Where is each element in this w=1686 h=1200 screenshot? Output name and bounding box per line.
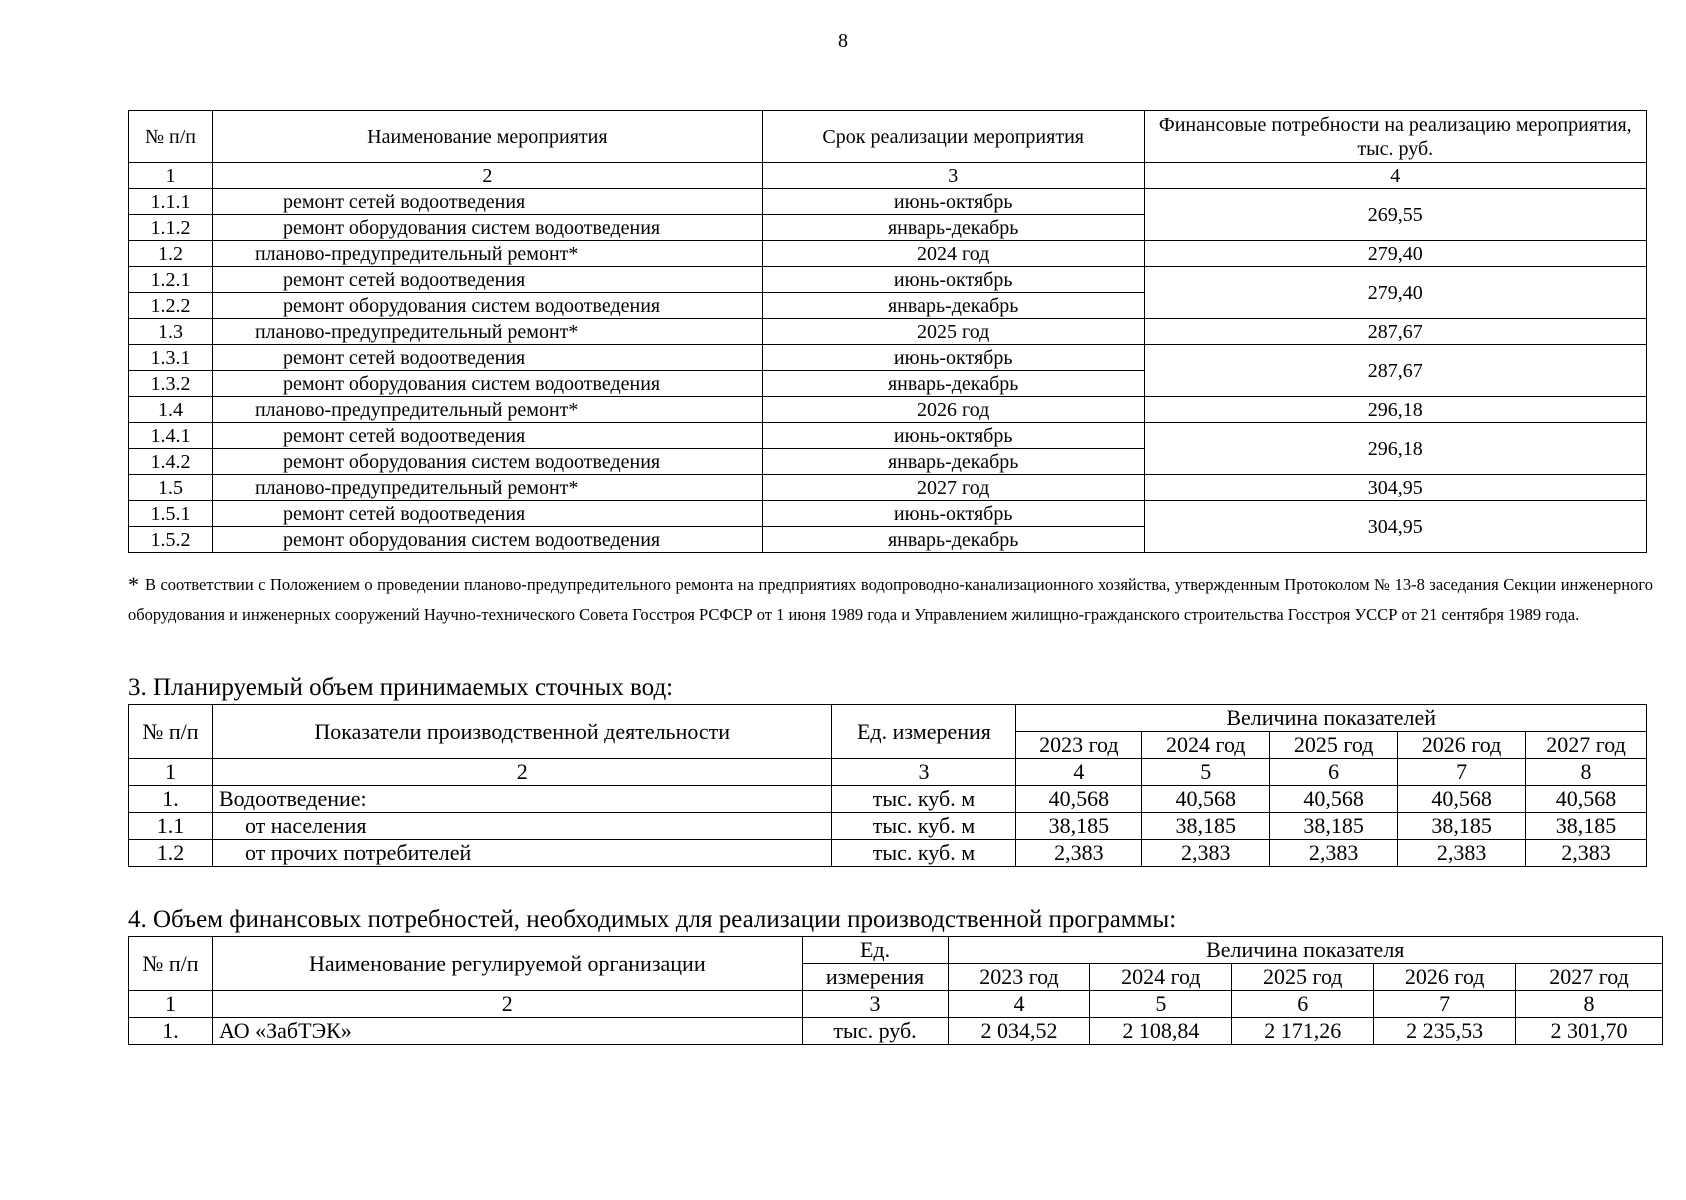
row-value: 2,383 [1398,840,1526,867]
year-cell: 2026 год [1374,964,1516,991]
row-unit: тыс. куб. м [832,813,1016,840]
row-value: 269,55 [1144,189,1646,241]
row-num: 1. [129,786,213,813]
table-row [129,813,1647,840]
row-term: январь-декабрь [762,293,1144,319]
table-row [129,267,1647,293]
footnote-star: * [128,572,139,597]
row-value: 38,185 [1526,813,1647,840]
page-number: 8 [838,30,848,52]
header-values: Величина показателей [1016,705,1647,732]
row-term: январь-декабрь [762,527,1144,553]
col-number: 3 [762,163,1144,189]
row-unit: тыс. куб. м [832,840,1016,867]
col-number: 6 [1270,759,1398,786]
row-name: планово-предупредительный ремонт* [212,475,762,501]
row-num: 1.2 [129,840,213,867]
year-cell: 2024 год [1090,964,1232,991]
row-num: 1.2.1 [129,267,213,293]
row-name: ремонт сетей водоотведения [212,345,762,371]
header-term: Срок реализации мероприятия [762,111,1144,163]
table-row [129,189,1647,215]
row-value: 40,568 [1142,786,1270,813]
row-name: АО «ЗабТЭК» [212,1018,802,1045]
row-name: ремонт оборудования систем водоотведения [212,215,762,241]
column-number-row [129,163,1647,189]
table-row [129,319,1647,345]
col-number: 8 [1516,991,1663,1018]
col-number: 2 [212,991,802,1018]
table-row [129,423,1647,449]
row-value: 40,568 [1270,786,1398,813]
header-finance: Финансовые потребности на реализацию мероприятия, тыс. руб. [1144,111,1646,163]
row-value: 2,383 [1142,840,1270,867]
table-row [129,501,1647,527]
row-name: ремонт сетей водоотведения [212,267,762,293]
row-name: планово-предупредительный ремонт* [212,241,762,267]
row-term: январь-декабрь [762,215,1144,241]
row-name: Водоотведение: [212,786,832,813]
row-value: 40,568 [1526,786,1647,813]
table-header-row [129,937,1663,964]
table-row [129,397,1647,423]
header-unit-line1: Ед. [802,937,948,964]
header-num: № п/п [129,705,213,759]
col-number: 1 [129,163,213,189]
section3-title: 3. Планируемый объем принимаемых сточных вод: [128,674,674,701]
year-cell: 2027 год [1516,964,1663,991]
header-unit: Ед. измерения [832,705,1016,759]
row-value: 38,185 [1270,813,1398,840]
row-value: 296,18 [1144,397,1646,423]
row-num: 1.1.1 [129,189,213,215]
year-cell: 2025 год [1270,732,1398,759]
row-num: 1.3 [129,319,213,345]
row-term: 2027 год [762,475,1144,501]
header-values: Величина показателя [948,937,1662,964]
row-term: июнь-октябрь [762,501,1144,527]
col-number: 7 [1398,759,1526,786]
row-num: 1.4.2 [129,449,213,475]
row-num: 1.3.1 [129,345,213,371]
header-num: № п/п [129,111,213,163]
column-number-row [129,991,1663,1018]
header-num: № п/п [129,937,213,991]
table-header-row [129,111,1647,163]
table-row [129,786,1647,813]
row-term: 2026 год [762,397,1144,423]
year-cell: 2024 год [1142,732,1270,759]
table-row [129,241,1647,267]
row-name: планово-предупредительный ремонт* [212,319,762,345]
row-name: ремонт сетей водоотведения [212,189,762,215]
measures-table [128,110,1647,553]
table-row [129,1018,1663,1045]
row-value: 2 301,70 [1516,1018,1663,1045]
row-num: 1.4 [129,397,213,423]
footnote [128,568,1653,628]
footnote-text: В соответствии с Положением о проведении планово-предупредительного ремонта на предприятиях водопроводно-канализационного хозяйства, утвержденным Протоколом № 13-8 заседания Секции инженерного оборудования и инженерных сооружений Научно-технического Совета Госстроя РСФСР от 1 июня 1989 года и Управлением жилищно-гражданского строительства Госстроя УССР от 21 сентября 1989 года. [128,575,1653,625]
row-name: ремонт оборудования систем водоотведения [212,293,762,319]
row-name: ремонт оборудования систем водоотведения [212,371,762,397]
row-term: январь-декабрь [762,449,1144,475]
col-number: 1 [129,759,213,786]
row-unit: тыс. куб. м [832,786,1016,813]
row-value: 2,383 [1016,840,1142,867]
row-value: 40,568 [1398,786,1526,813]
row-value: 38,185 [1016,813,1142,840]
row-num: 1.1.2 [129,215,213,241]
col-number: 8 [1526,759,1647,786]
year-cell: 2023 год [948,964,1090,991]
col-number: 2 [212,163,762,189]
column-number-row [129,759,1647,786]
row-name: ремонт сетей водоотведения [212,423,762,449]
row-num: 1.1 [129,813,213,840]
table-header-row [129,705,1647,732]
col-number: 5 [1090,991,1232,1018]
wastewater-volume-table [128,704,1647,867]
year-cell: 2025 год [1232,964,1374,991]
table-row [129,345,1647,371]
row-num: 1.2 [129,241,213,267]
row-value: 38,185 [1142,813,1270,840]
table-row [129,475,1647,501]
col-number: 3 [832,759,1016,786]
row-num: 1.3.2 [129,371,213,397]
row-name: ремонт оборудования систем водоотведения [212,527,762,553]
row-name: ремонт сетей водоотведения [212,501,762,527]
row-term: июнь-октябрь [762,267,1144,293]
row-value: 40,568 [1016,786,1142,813]
col-number: 5 [1142,759,1270,786]
col-number: 4 [948,991,1090,1018]
row-value: 304,95 [1144,475,1646,501]
col-number: 1 [129,991,213,1018]
section4-title: 4. Объем финансовых потребностей, необходимых для реализации производственной программы: [128,906,1177,933]
row-value: 2 108,84 [1090,1018,1232,1045]
row-value: 287,67 [1144,319,1646,345]
col-number: 6 [1232,991,1374,1018]
row-name: планово-предупредительный ремонт* [212,397,762,423]
row-num: 1.5.2 [129,527,213,553]
row-value: 38,185 [1398,813,1526,840]
row-num: 1.5 [129,475,213,501]
financial-needs-table [128,936,1663,1045]
row-value: 2 171,26 [1232,1018,1374,1045]
row-num: 1.4.1 [129,423,213,449]
row-value: 279,40 [1144,241,1646,267]
row-name: ремонт оборудования систем водоотведения [212,449,762,475]
row-value: 2 235,53 [1374,1018,1516,1045]
header-org: Наименование регулируемой организации [212,937,802,991]
row-value: 287,67 [1144,345,1646,397]
row-name: от прочих потребителей [212,840,832,867]
row-value: 2,383 [1270,840,1398,867]
year-cell: 2023 год [1016,732,1142,759]
year-cell: 2027 год [1526,732,1647,759]
col-number: 7 [1374,991,1516,1018]
row-value: 279,40 [1144,267,1646,319]
row-num: 1.5.1 [129,501,213,527]
row-num: 1. [129,1018,213,1045]
year-cell: 2026 год [1398,732,1526,759]
row-value: 2,383 [1526,840,1647,867]
col-number: 4 [1016,759,1142,786]
col-number: 2 [212,759,832,786]
row-num: 1.2.2 [129,293,213,319]
row-value: 304,95 [1144,501,1646,553]
row-term: январь-декабрь [762,371,1144,397]
row-value: 296,18 [1144,423,1646,475]
row-term: июнь-октябрь [762,423,1144,449]
col-number: 4 [1144,163,1646,189]
table-row [129,840,1647,867]
row-term: июнь-октябрь [762,345,1144,371]
row-name: от населения [212,813,832,840]
col-number: 3 [802,991,948,1018]
row-value: 2 034,52 [948,1018,1090,1045]
header-unit-line2: измерения [802,964,948,991]
header-indicator: Показатели производственной деятельности [212,705,832,759]
header-name: Наименование мероприятия [212,111,762,163]
row-term: 2024 год [762,241,1144,267]
row-term: 2025 год [762,319,1144,345]
row-term: июнь-октябрь [762,189,1144,215]
row-unit: тыс. руб. [802,1018,948,1045]
